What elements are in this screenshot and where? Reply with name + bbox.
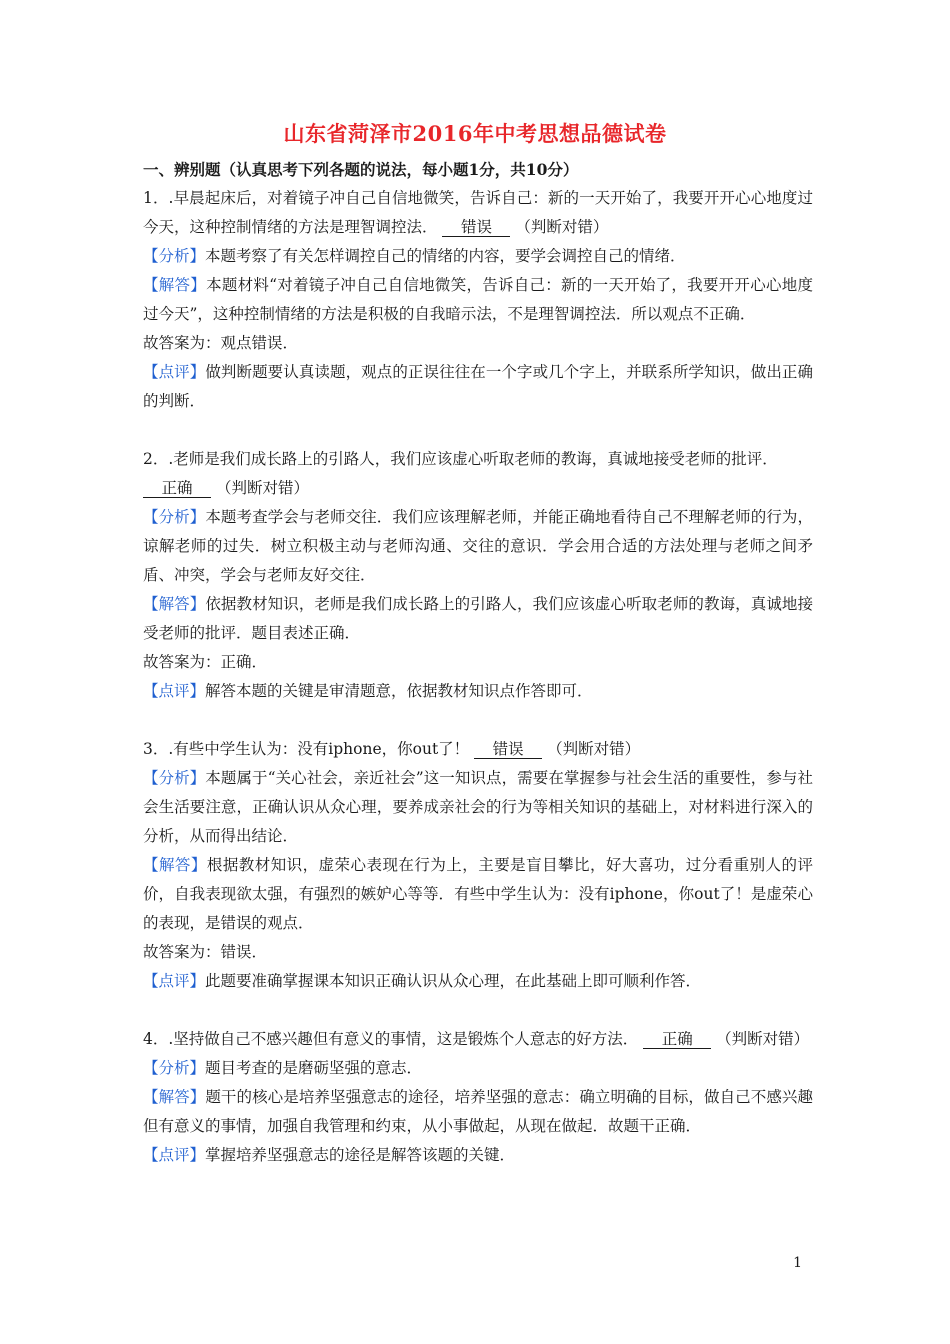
analysis: 【分析】本题考察了有关怎样调控自己的情绪的内容，要学会调控自己的情绪． [143, 247, 686, 265]
question-4 [143, 1025, 813, 1170]
comment: 【点评】做判断题要认真读题，观点的正误往往在一个字或几个字上，并联系所学知识，做出正确的判断． [143, 363, 813, 410]
page-number: 1 [793, 1255, 802, 1271]
solution-tag: 【解答】 [143, 595, 206, 613]
solution: 【解答】根据教材知识，虚荣心表现在行为上，主要是盲目攀比，好大喜功，过分看重别人的评价，自我表现欲太强，有强烈的嫉妒心等等．有些中学生认为：没有iphone，你out了！是虚荣心的表现，是错误的观点． [143, 856, 813, 932]
analysis: 【分析】本题考查学会与老师交往．我们应该理解老师，并能正确地看待自己不理解老师的行为，谅解老师的过失．树立积极主动与老师沟通、交往的意识．学会用合适的方法处理与老师之间矛盾、冲突，学会与老师友好交往． [143, 508, 813, 584]
comment: 【点评】掌握培养坚强意志的途径是解答该题的关键． [143, 1146, 516, 1164]
question-stem: 1．.早晨起床后，对着镜子冲自己自信地微笑，告诉自己：新的一天开始了，我要开开心心地度过今天，这种控制情绪的方法是理智调控法． 错误 （判断对错） [143, 189, 813, 236]
section-heading: 一、辨别题（认真思考下列各题的说法，每小题1分，共10分） [143, 160, 579, 179]
solution: 【解答】依据教材知识，老师是我们成长路上的引路人，我们应该虚心听取老师的教诲，真诚地接受老师的批评．题目表述正确． [143, 595, 813, 642]
question-stem: 2．.老师是我们成长路上的引路人，我们应该虚心听取老师的教诲，真诚地接受老师的批评． 正确 （判断对错） [143, 450, 778, 497]
solution-tag: 【解答】 [143, 1088, 206, 1106]
comment: 【点评】解答本题的关键是审清题意，依据教材知识点作答即可． [143, 682, 593, 700]
analysis: 【分析】题目考查的是磨砺坚强的意志． [143, 1059, 423, 1077]
answer-blank: 错误 [442, 218, 510, 237]
question-stem: 3．.有些中学生认为：没有iphone，你out了！ 错误 （判断对错） [143, 740, 641, 758]
comment-tag: 【点评】 [143, 1146, 206, 1164]
question-3 [143, 735, 813, 996]
solution: 【解答】题干的核心是培养坚强意志的途径，培养坚强的意志：确立明确的目标，做自己不感兴趣但有意义的事情，加强自我管理和约束，从小事做起，从现在做起．故题干正确． [143, 1088, 813, 1135]
final-answer: 故答案为：正确． [143, 653, 268, 671]
final-answer: 故答案为：观点错误． [143, 334, 299, 352]
question-stem: 4．.坚持做自己不感兴趣但有意义的事情，这是锻炼个人意志的好方法． 正确 （判断对错） [143, 1030, 810, 1048]
analysis-tag: 【分析】 [143, 508, 206, 526]
question-1 [143, 184, 813, 416]
answer-blank: 错误 [474, 740, 542, 759]
comment-tag: 【点评】 [143, 972, 206, 990]
analysis-tag: 【分析】 [143, 247, 206, 265]
question-2 [143, 445, 813, 706]
comment-tag: 【点评】 [143, 363, 206, 381]
solution-tag: 【解答】 [143, 856, 207, 874]
comment-tag: 【点评】 [143, 682, 206, 700]
analysis-tag: 【分析】 [143, 1059, 206, 1077]
analysis: 【分析】本题属于“关心社会，亲近社会”这一知识点，需要在掌握参与社会生活的重要性，参与社会生活要注意，正确认识从众心理，要养成亲社会的行为等相关知识的基础上，对材料进行深入的分析，从而得出结论． [143, 769, 813, 845]
analysis-tag: 【分析】 [143, 769, 206, 787]
answer-blank: 正确 [143, 479, 211, 498]
page-title: 山东省菏泽市2016年中考思想品德试卷 [283, 121, 667, 146]
answer-blank: 正确 [643, 1030, 711, 1049]
solution-tag: 【解答】 [143, 276, 207, 294]
solution: 【解答】本题材料“对着镜子冲自己自信地微笑，告诉自己：新的一天开始了，我要开开心心地度过今天”，这种控制情绪的方法是积极的自我暗示法，不是理智调控法．所以观点不正确． [143, 276, 813, 323]
content-body [143, 155, 813, 1170]
comment: 【点评】此题要准确掌握课本知识正确认识从众心理，在此基础上即可顺利作答． [143, 972, 702, 990]
final-answer: 故答案为：错误． [143, 943, 268, 961]
